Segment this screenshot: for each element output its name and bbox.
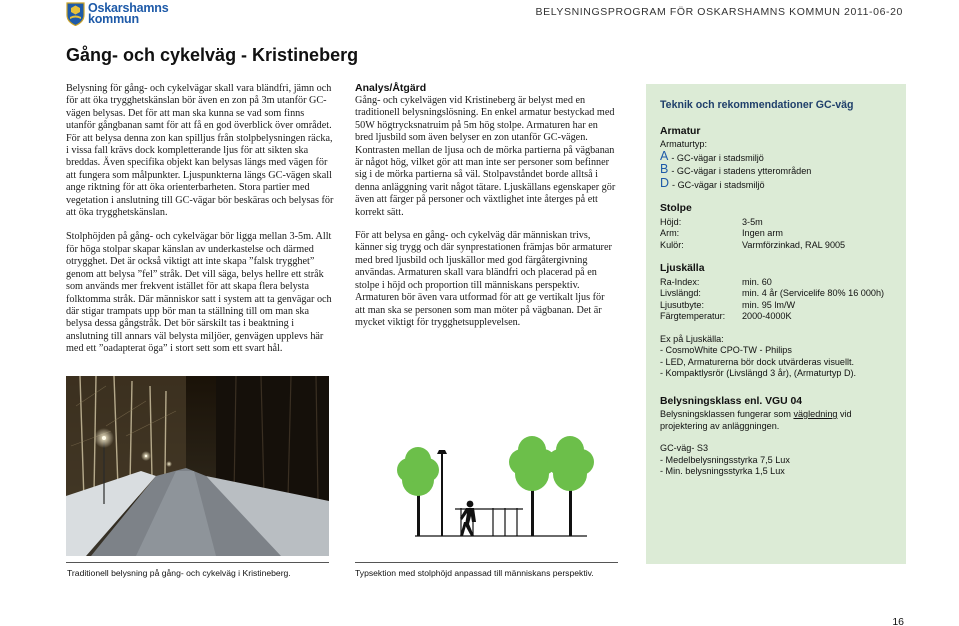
ljuskalla-title: Ljuskälla — [660, 263, 705, 274]
klass-text-before: Belysningsklassen fungerar som — [660, 409, 794, 419]
vagledning-link[interactable]: vägledning — [793, 409, 838, 419]
left-paragraph-2: Stolphöjden på gång- och cykelvägar bör ligga mellan 3-5m. Allt för höga stolpar skapar känslan av underkastelse och därmed otrygghet. Det är också viktigt att inte skapa ”falsk trygghet” genom att belysa ”fel” stråk. Det vill säga, belys hellre ett stråk som används mer frekvent istället för att skapa flera belysta folktomma stråk. Där människor satt i system att ta genvägar och där stigar trampats upp bör man ta ställning till om man ska belysa dessa gångstråk. Det bör särskilt tas i beaktning i anslutning till annars väl belysta miljöer, genvägen upplevs här med ett ”oadapterat öga” i stort sett som ett svart hål. — [66, 231, 332, 355]
spec-value: 2000-4000K — [742, 311, 792, 321]
photo-caption-rule — [66, 562, 329, 563]
spec-value: Ingen arm — [742, 228, 783, 238]
armatur-title: Armatur — [660, 125, 701, 137]
coat-of-arms-icon — [66, 2, 85, 26]
gc-line: - Medelbelysningsstyrka 7,5 Lux — [660, 454, 790, 465]
klass-text-after: vid projektering av anläggningen. — [660, 409, 852, 431]
spec-value: 3-5m — [742, 216, 763, 227]
armatur-type-letter: A — [660, 148, 669, 163]
spec-key: Färgtemperatur: — [660, 311, 726, 321]
klass-text — [660, 409, 892, 432]
spec-key: Höjd: — [660, 216, 682, 227]
running-header: BELYSNINGSPROGRAM FÖR OSKARSHAMNS KOMMUN 2011-06-20 — [535, 6, 903, 18]
gc-line: GC-väg- S3 — [660, 443, 709, 453]
analysis-column — [355, 82, 617, 340]
illustration-caption-rule — [355, 562, 618, 563]
ljuskalla-row — [660, 288, 892, 300]
ljuskalla-row — [660, 300, 892, 312]
municipality-logo — [66, 2, 176, 28]
analysis-paragraph-2: För att belysa en gång- och cykelväg där människan trivs, känner sig trygg och där synprestationen främjas bör armaturer med bred ljusbild och ljuskällor med god färgåtergivning användas. Armaturen skall vara bländfri och placerad på en stolpe i höjd och proportion till människans perspektiv. Armaturen bör även vara utformad för att ge vertikalt ljus för att man ska se personen som man möter på vägbanan. Det är mycket viktigt för trygghetsupplevelsen. — [355, 230, 612, 328]
stolpe-row — [660, 228, 892, 240]
tech-recommendations-panel — [646, 84, 906, 564]
spec-value: Varmförzinkad, RAL 9005 — [742, 239, 846, 250]
example-line: - Kompaktlysrör (Livslängd 3 år), (Armaturtyp D). — [660, 368, 857, 378]
person-silhouette — [460, 501, 476, 536]
spec-key: Livslängd: — [660, 288, 701, 298]
armatur-type-row — [660, 175, 892, 192]
examples-title: Ex på Ljuskälla: — [660, 333, 724, 344]
armatur-type-text: - GC-vägar i stadsmiljö — [672, 179, 765, 190]
panel-heading: Teknik och rekommendationer GC-väg — [660, 99, 854, 111]
example-line: - LED, Armaturerna bör dock utvärderas visuellt. — [660, 356, 855, 367]
stolpe-row — [660, 217, 892, 229]
ljuskalla-row — [660, 277, 892, 289]
spec-value: min. 60 — [742, 276, 772, 287]
left-text-column — [66, 83, 334, 368]
ljuskalla-row — [660, 311, 892, 323]
section-illustration — [355, 380, 618, 560]
armatur-type-letter: D — [660, 175, 670, 190]
spec-key: Kulör: — [660, 239, 684, 250]
armatur-type-text: - GC-vägar i stadsmiljö — [671, 152, 764, 163]
analysis-paragraph-1: Gång- och cykelvägen vid Kristineberg är belyst med en traditionell belysningslösning. En enkel armatur bestyckad med 50W högtrycksnatruim på 5m hög stolpe. Armaturen har en bred ljusbild som även belyser en zon utanför GC-vägen. Kontrasten mellan de ljusa och de mörka partierna på vägbanan är något hög, vilket gör att man inte ser personer som befinner sig i de mörka partierna så väl. Stolpavståndet borde alltså i denna anläggning varit något tätare. Ljuskällans egenskaper gör även att färger på personer och växtlighet inte återges på ett korrekt sätt. — [355, 95, 616, 218]
armatur-type-letter: B — [660, 162, 669, 176]
spec-value: min. 95 lm/W — [742, 299, 796, 310]
photo-caption: Traditionell belysning på gång- och cykelväg i Kristineberg. — [67, 568, 291, 578]
page-title: Gång- och cykelväg - Kristineberg — [66, 45, 359, 65]
spec-value: min. 4 år (Servicelife 80% 16 000h) — [742, 288, 885, 298]
gc-line: - Min. belysningsstyrka 1,5 Lux — [660, 466, 785, 476]
example-line: - CosmoWhite CPO-TW - Philips — [660, 345, 792, 355]
analysis-heading: Analys/Åtgärd — [355, 82, 427, 94]
night-path-photo — [66, 376, 329, 556]
spec-key: Arm: — [660, 228, 680, 238]
stolpe-row — [660, 240, 892, 252]
tree-trunk-left — [417, 492, 420, 536]
spec-key: Ra-Index: — [660, 276, 700, 287]
left-paragraph-1: Belysning för gång- och cykelvägar skall vara bländfri, jämn och för att öka trygghetskänslan bör även en zon på 3m utanför GC-vägen belysas. Det för att man ska kunna se vad som finns utanför gångbanan samt för att få en god överblick över området. För att belysa denna zon kan spilljus från stolpbelysningen räcka, i vissa fall krävs dock kompletterande ljus för att sikten ska breddas. Även specifika objekt kan belysas längs med vägen för att fungera som målpunkter. Ljuspunkterna längs GC-vägen skall ange riktning för att öka orienterbarheten. Stora partier med vegetation i anslutning till GC-vägar bör beskäras och belysas för att öka trygghetskänslan. — [66, 83, 334, 219]
stolpe-title: Stolpe — [660, 203, 692, 214]
page-number: 16 — [892, 616, 904, 626]
logo-text-line1: Oskarshamns — [88, 1, 169, 15]
klass-title: Belysningsklass enl. VGU 04 — [660, 395, 803, 407]
illustration-caption: Typsektion med stolphöjd anpassad till människans perspektiv. — [355, 568, 594, 578]
spec-key: Ljusutbyte: — [660, 299, 704, 310]
logo-text-line2: kommun — [88, 12, 139, 26]
armatur-type-text: - GC-vägar i stadens ytterområden — [671, 166, 812, 176]
armatur-type-row — [660, 164, 892, 178]
armatur-type-row — [660, 148, 892, 165]
armatur-subtitle: Armaturtyp: — [660, 139, 707, 149]
